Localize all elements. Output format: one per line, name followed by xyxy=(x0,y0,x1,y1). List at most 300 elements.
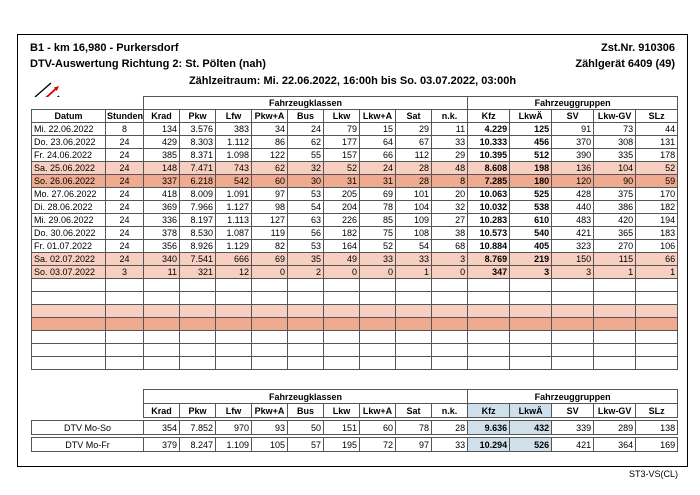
column-header: Lfw xyxy=(216,404,252,418)
value-cell: 98 xyxy=(252,201,288,214)
empty-cell xyxy=(360,279,396,292)
value-cell: 182 xyxy=(324,227,360,240)
empty-cell xyxy=(252,331,288,344)
value-cell: 62 xyxy=(288,136,324,149)
empty-cell xyxy=(396,279,432,292)
value-cell: 134 xyxy=(144,123,180,136)
column-header: Lkw-GV xyxy=(594,404,636,418)
empty-cell xyxy=(552,279,594,292)
empty-cell xyxy=(636,292,678,305)
value-cell: 456 xyxy=(510,136,552,149)
value-cell: 33 xyxy=(396,253,432,266)
empty-cell xyxy=(432,292,468,305)
value-cell: 323 xyxy=(552,240,594,253)
value-cell: 48 xyxy=(432,162,468,175)
empty-cell xyxy=(432,357,468,370)
group-header-fahrzeugklassen: Fahrzeugklassen xyxy=(144,97,468,110)
empty-cell xyxy=(144,279,180,292)
value-cell: 90 xyxy=(594,175,636,188)
column-header: SV xyxy=(552,110,594,123)
value-cell: 104 xyxy=(396,201,432,214)
summary-value-cell: 8.247 xyxy=(180,438,216,452)
value-cell: 383 xyxy=(216,123,252,136)
value-cell: 33 xyxy=(432,136,468,149)
data-row xyxy=(32,240,678,253)
value-cell: 10.283 xyxy=(468,214,510,227)
value-cell: 86 xyxy=(252,136,288,149)
summary-value-cell: 28 xyxy=(432,421,468,435)
value-cell: 10.032 xyxy=(468,201,510,214)
column-header: LkwÄ xyxy=(510,404,552,418)
value-cell: 512 xyxy=(510,149,552,162)
value-cell: 378 xyxy=(144,227,180,240)
summary-value-cell: 289 xyxy=(594,421,636,435)
value-cell: 183 xyxy=(636,227,678,240)
value-cell: 56 xyxy=(288,227,324,240)
empty-cell xyxy=(324,357,360,370)
value-cell: 1.091 xyxy=(216,188,252,201)
column-header: Bus xyxy=(288,404,324,418)
value-cell: 136 xyxy=(552,162,594,175)
value-cell: 483 xyxy=(552,214,594,227)
value-cell: 538 xyxy=(510,201,552,214)
value-cell: 10.063 xyxy=(468,188,510,201)
column-header: Pkw+A xyxy=(252,404,288,418)
empty-cell xyxy=(468,292,510,305)
value-cell: 28 xyxy=(396,175,432,188)
value-cell: 340 xyxy=(144,253,180,266)
hours-cell: 24 xyxy=(106,149,144,162)
empty-cell xyxy=(636,344,678,357)
empty-cell xyxy=(324,292,360,305)
empty-cell xyxy=(468,279,510,292)
summary-value-cell: 7.852 xyxy=(180,421,216,435)
value-cell: 35 xyxy=(288,253,324,266)
column-header: Pkw xyxy=(180,110,216,123)
value-cell: 8.303 xyxy=(180,136,216,149)
value-cell: 53 xyxy=(288,240,324,253)
empty-cell xyxy=(180,318,216,331)
value-cell: 10.333 xyxy=(468,136,510,149)
value-cell: 3.576 xyxy=(180,123,216,136)
value-cell: 10.395 xyxy=(468,149,510,162)
value-cell: 3 xyxy=(552,266,594,279)
empty-cell xyxy=(216,344,252,357)
value-cell: 49 xyxy=(324,253,360,266)
value-cell: 11 xyxy=(432,123,468,136)
value-cell: 370 xyxy=(552,136,594,149)
value-cell: 369 xyxy=(144,201,180,214)
empty-cell xyxy=(396,292,432,305)
empty-cell xyxy=(106,305,144,318)
empty-cell xyxy=(180,344,216,357)
empty-cell xyxy=(180,279,216,292)
value-cell: 8.371 xyxy=(180,149,216,162)
value-cell: 164 xyxy=(324,240,360,253)
value-cell: 321 xyxy=(180,266,216,279)
column-header: Lkw xyxy=(324,110,360,123)
value-cell: 1.087 xyxy=(216,227,252,240)
value-cell: 44 xyxy=(636,123,678,136)
summary-value-cell: 50 xyxy=(288,421,324,435)
empty-cell xyxy=(106,331,144,344)
empty-cell xyxy=(594,292,636,305)
empty-cell xyxy=(180,292,216,305)
hours-cell: 24 xyxy=(106,162,144,175)
value-cell: 64 xyxy=(360,136,396,149)
empty-cell xyxy=(636,318,678,331)
summary-table-body xyxy=(32,418,678,452)
empty-cell xyxy=(32,292,106,305)
value-cell: 440 xyxy=(552,201,594,214)
column-header: n.k. xyxy=(432,404,468,418)
value-cell: 205 xyxy=(324,188,360,201)
empty-cell xyxy=(432,279,468,292)
data-row xyxy=(32,214,678,227)
value-cell: 1 xyxy=(396,266,432,279)
value-cell: 11 xyxy=(144,266,180,279)
summary-value-cell: 10.294 xyxy=(468,438,510,452)
empty-cell xyxy=(216,279,252,292)
summary-value-cell: 970 xyxy=(216,421,252,435)
empty-cell xyxy=(106,344,144,357)
value-cell: 4.229 xyxy=(468,123,510,136)
empty-cell xyxy=(216,357,252,370)
value-cell: 178 xyxy=(636,149,678,162)
hours-cell: 24 xyxy=(106,201,144,214)
header-line-2 xyxy=(30,58,675,70)
summary-value-cell: 97 xyxy=(396,438,432,452)
value-cell: 78 xyxy=(360,201,396,214)
empty-cell xyxy=(324,305,360,318)
value-cell: 20 xyxy=(432,188,468,201)
data-row xyxy=(32,253,678,266)
station-number: Zst.Nr. 910306 xyxy=(601,42,675,54)
value-cell: 7.471 xyxy=(180,162,216,175)
value-cell: 115 xyxy=(594,253,636,266)
empty-cell xyxy=(510,331,552,344)
value-cell: 194 xyxy=(636,214,678,227)
hours-cell: 3 xyxy=(106,266,144,279)
empty-cell xyxy=(216,318,252,331)
empty-cell xyxy=(216,331,252,344)
date-cell: So. 26.06.2022 xyxy=(32,175,106,188)
data-row xyxy=(32,162,678,175)
empty-cell xyxy=(396,357,432,370)
empty-cell xyxy=(510,344,552,357)
column-header: n.k. xyxy=(432,110,468,123)
value-cell: 122 xyxy=(252,149,288,162)
empty-cell xyxy=(252,279,288,292)
value-cell: 540 xyxy=(510,227,552,240)
empty-cell xyxy=(432,305,468,318)
empty-cell xyxy=(144,357,180,370)
value-cell: 106 xyxy=(636,240,678,253)
value-cell: 386 xyxy=(594,201,636,214)
value-cell: 127 xyxy=(252,214,288,227)
empty-cell xyxy=(106,279,144,292)
empty-cell xyxy=(180,357,216,370)
empty-cell xyxy=(144,344,180,357)
empty-cell xyxy=(32,305,106,318)
value-cell: 2 xyxy=(288,266,324,279)
value-cell: 308 xyxy=(594,136,636,149)
empty-cell xyxy=(106,292,144,305)
value-cell: 148 xyxy=(144,162,180,175)
value-cell: 38 xyxy=(432,227,468,240)
date-cell: Mi. 22.06.2022 xyxy=(32,123,106,136)
column-header: SLz xyxy=(636,110,678,123)
summary-value-cell: 195 xyxy=(324,438,360,452)
value-cell: 101 xyxy=(396,188,432,201)
value-cell: 421 xyxy=(552,227,594,240)
value-cell: 55 xyxy=(288,149,324,162)
summary-value-cell: 354 xyxy=(144,421,180,435)
value-cell: 429 xyxy=(144,136,180,149)
empty-cell xyxy=(288,305,324,318)
value-cell: 31 xyxy=(324,175,360,188)
value-cell: 62 xyxy=(252,162,288,175)
value-cell: 28 xyxy=(396,162,432,175)
empty-cell xyxy=(288,331,324,344)
hours-cell: 24 xyxy=(106,214,144,227)
empty-row xyxy=(32,305,678,318)
empty-cell xyxy=(32,318,106,331)
value-cell: 198 xyxy=(510,162,552,175)
empty-cell xyxy=(468,318,510,331)
empty-cell xyxy=(32,331,106,344)
value-cell: 610 xyxy=(510,214,552,227)
date-cell: Mo. 27.06.2022 xyxy=(32,188,106,201)
empty-cell xyxy=(432,318,468,331)
empty-cell xyxy=(594,344,636,357)
empty-cell xyxy=(216,305,252,318)
column-header: Datum xyxy=(32,110,106,123)
empty-cell xyxy=(468,344,510,357)
summary-value-cell: 526 xyxy=(510,438,552,452)
data-row xyxy=(32,175,678,188)
value-cell: 542 xyxy=(216,175,252,188)
summary-value-cell: 1.109 xyxy=(216,438,252,452)
value-cell: 226 xyxy=(324,214,360,227)
value-cell: 15 xyxy=(360,123,396,136)
summary-value-cell: 78 xyxy=(396,421,432,435)
value-cell: 109 xyxy=(396,214,432,227)
empty-cell xyxy=(396,344,432,357)
empty-cell xyxy=(468,305,510,318)
value-cell: 428 xyxy=(552,188,594,201)
value-cell: 68 xyxy=(432,240,468,253)
value-cell: 8.197 xyxy=(180,214,216,227)
value-cell: 52 xyxy=(636,162,678,175)
empty-cell xyxy=(324,331,360,344)
column-header: SV xyxy=(552,404,594,418)
empty-cell xyxy=(510,357,552,370)
value-cell: 182 xyxy=(636,201,678,214)
column-header: Bus xyxy=(288,110,324,123)
hours-cell: 24 xyxy=(106,253,144,266)
value-cell: 112 xyxy=(396,149,432,162)
summary-row xyxy=(32,438,678,452)
main-table-head xyxy=(32,97,678,123)
empty-cell xyxy=(288,318,324,331)
summary-value-cell: 151 xyxy=(324,421,360,435)
data-row xyxy=(32,136,678,149)
empty-cell xyxy=(106,318,144,331)
empty-cell xyxy=(144,292,180,305)
date-cell: Mi. 29.06.2022 xyxy=(32,214,106,227)
value-cell: 119 xyxy=(252,227,288,240)
empty-cell xyxy=(252,292,288,305)
empty-cell xyxy=(360,318,396,331)
empty-cell xyxy=(552,357,594,370)
empty-cell xyxy=(552,344,594,357)
value-cell: 69 xyxy=(252,253,288,266)
empty-cell xyxy=(252,318,288,331)
empty-cell xyxy=(288,292,324,305)
device-number: Zählgerät 6409 (49) xyxy=(575,58,675,70)
value-cell: 219 xyxy=(510,253,552,266)
value-cell: 54 xyxy=(396,240,432,253)
summary-value-cell: 93 xyxy=(252,421,288,435)
header-line-1 xyxy=(30,42,675,54)
hours-cell: 24 xyxy=(106,188,144,201)
value-cell: 0 xyxy=(252,266,288,279)
value-cell: 97 xyxy=(252,188,288,201)
empty-cell xyxy=(510,292,552,305)
empty-cell xyxy=(360,331,396,344)
empty-cell xyxy=(552,318,594,331)
date-cell: Do. 30.06.2022 xyxy=(32,227,106,240)
column-header-row xyxy=(32,110,678,123)
value-cell: 375 xyxy=(594,188,636,201)
empty-cell xyxy=(360,357,396,370)
empty-row xyxy=(32,292,678,305)
value-cell: 29 xyxy=(432,149,468,162)
empty-row xyxy=(32,279,678,292)
value-cell: 33 xyxy=(360,253,396,266)
value-cell: 24 xyxy=(288,123,324,136)
form-code: ST3-VS(CL) xyxy=(628,469,678,479)
value-cell: 157 xyxy=(324,149,360,162)
counting-period: Zählzeitraum: Mi. 22.06.2022, 16:00h bis So. 03.07.2022, 03:00h xyxy=(188,75,517,87)
value-cell: 54 xyxy=(288,201,324,214)
value-cell: 150 xyxy=(552,253,594,266)
empty-cell xyxy=(510,318,552,331)
value-cell: 1.127 xyxy=(216,201,252,214)
value-cell: 85 xyxy=(360,214,396,227)
value-cell: 3 xyxy=(432,253,468,266)
value-cell: 1.113 xyxy=(216,214,252,227)
value-cell: 30 xyxy=(288,175,324,188)
value-cell: 405 xyxy=(510,240,552,253)
report-subtitle: DTV-Auswertung Richtung 2: St. Pölten (nah) xyxy=(30,58,266,70)
empty-cell xyxy=(252,305,288,318)
value-cell: 10.884 xyxy=(468,240,510,253)
value-cell: 1 xyxy=(594,266,636,279)
value-cell: 337 xyxy=(144,175,180,188)
summary-value-cell: 421 xyxy=(552,438,594,452)
empty-cell xyxy=(468,357,510,370)
empty-cell xyxy=(510,305,552,318)
main-table-body xyxy=(32,123,678,370)
value-cell: 170 xyxy=(636,188,678,201)
value-cell: 204 xyxy=(324,201,360,214)
date-cell: Fr. 24.06.2022 xyxy=(32,149,106,162)
value-cell: 7.285 xyxy=(468,175,510,188)
empty-cell xyxy=(252,344,288,357)
empty-cell xyxy=(636,305,678,318)
summary-value-cell: 105 xyxy=(252,438,288,452)
value-cell: 1.112 xyxy=(216,136,252,149)
group-header-fahrzeugklassen: Fahrzeugklassen xyxy=(144,390,468,404)
value-cell: 32 xyxy=(288,162,324,175)
summary-value-cell: 364 xyxy=(594,438,636,452)
value-cell: 336 xyxy=(144,214,180,227)
value-cell: 120 xyxy=(552,175,594,188)
summary-table-head xyxy=(32,390,678,418)
date-cell: So. 03.07.2022 xyxy=(32,266,106,279)
empty-cell xyxy=(552,305,594,318)
group-header-row xyxy=(32,97,678,110)
value-cell: 52 xyxy=(324,162,360,175)
value-cell: 365 xyxy=(594,227,636,240)
date-cell: Di. 28.06.2022 xyxy=(32,201,106,214)
column-header: Lfw xyxy=(216,110,252,123)
value-cell: 31 xyxy=(360,175,396,188)
group-header-fahrzeuggruppen: Fahrzeuggruppen xyxy=(468,390,678,404)
empty-cell xyxy=(636,279,678,292)
summary-corner xyxy=(32,390,144,418)
column-header: Lkw+A xyxy=(360,110,396,123)
empty-cell xyxy=(32,279,106,292)
value-cell: 7.966 xyxy=(180,201,216,214)
value-cell: 67 xyxy=(396,136,432,149)
empty-cell xyxy=(396,331,432,344)
empty-cell xyxy=(594,331,636,344)
group-header-fahrzeuggruppen: Fahrzeuggruppen xyxy=(468,97,678,110)
empty-cell xyxy=(144,318,180,331)
value-cell: 180 xyxy=(510,175,552,188)
summary-value-cell: 379 xyxy=(144,438,180,452)
value-cell: 8.530 xyxy=(180,227,216,240)
column-header: Kfz xyxy=(468,110,510,123)
column-header: Krad xyxy=(144,110,180,123)
value-cell: 1.098 xyxy=(216,149,252,162)
column-header: Sat xyxy=(396,110,432,123)
empty-cell xyxy=(288,344,324,357)
empty-cell xyxy=(144,305,180,318)
value-cell: 743 xyxy=(216,162,252,175)
column-header: Lkw-GV xyxy=(594,110,636,123)
value-cell: 3 xyxy=(510,266,552,279)
summary-value-cell: 169 xyxy=(636,438,678,452)
empty-cell xyxy=(288,279,324,292)
value-cell: 59 xyxy=(636,175,678,188)
empty-cell xyxy=(510,279,552,292)
summary-label: DTV Mo-So xyxy=(32,421,144,435)
value-cell: 8.769 xyxy=(468,253,510,266)
value-cell: 177 xyxy=(324,136,360,149)
empty-cell xyxy=(324,344,360,357)
empty-cell xyxy=(636,357,678,370)
value-cell: 34 xyxy=(252,123,288,136)
empty-cell xyxy=(32,344,106,357)
data-row xyxy=(32,201,678,214)
value-cell: 66 xyxy=(360,149,396,162)
hours-cell: 24 xyxy=(106,136,144,149)
empty-cell xyxy=(594,279,636,292)
